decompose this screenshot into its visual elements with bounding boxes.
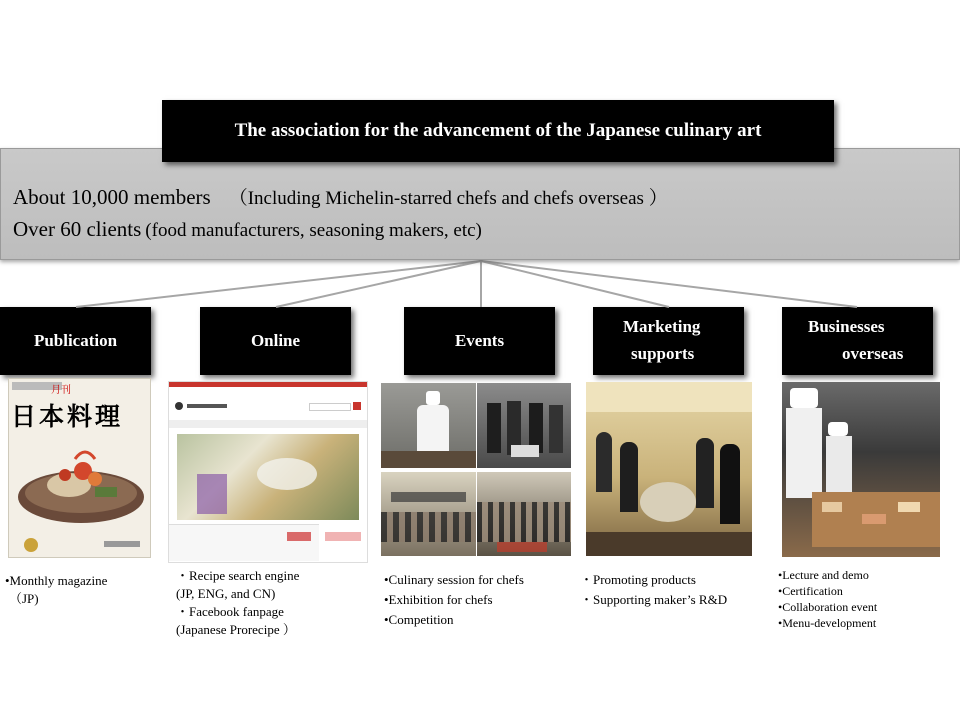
- online-bullet-1: ・Recipe search engine: [176, 568, 300, 583]
- category-businesses-label-2: overseas: [842, 344, 904, 363]
- marketing-bullet-1: ・Promoting products: [580, 572, 696, 587]
- businesses-bullet-1: •Lecture and demo: [778, 568, 869, 582]
- category-events-label: Events: [454, 331, 505, 350]
- association-title-text: The association for the advancement of the Japanese culinary art: [234, 120, 762, 141]
- members-main: About 10,000 members: [13, 185, 211, 209]
- marketing-bullet-2: ・Supporting maker’s R&D: [580, 592, 728, 607]
- online-bullet-4: (Japanese Prorecipe ）: [176, 622, 296, 637]
- magazine-title: 日本料理: [11, 402, 124, 431]
- online-bullet-3: ・Facebook fanpage: [176, 604, 284, 619]
- businesses-bullet-4: •Menu-development: [778, 616, 877, 630]
- connector-publication: [76, 261, 481, 307]
- businesses-bullet-3: •Collaboration event: [778, 600, 878, 614]
- association-title: [162, 100, 834, 162]
- clients-main: Over 60 clients: [13, 217, 142, 241]
- online-bullet-2: (JP, ENG, and CN): [176, 586, 276, 601]
- clients-detail: (food manufacturers, seasoning makers, etc): [145, 220, 482, 241]
- clients-line: [13, 217, 482, 242]
- members-detail: （Including Michelin-starred chefs and chefs overseas ）: [228, 188, 668, 209]
- events-bullet-3: •Competition: [384, 612, 454, 627]
- businesses-bullet-2: •Certification: [778, 584, 843, 598]
- stats-band: [0, 148, 960, 260]
- events-bullet-1: •Culinary session for chefs: [384, 572, 524, 587]
- category-marketing-label-1: Marketing: [623, 317, 701, 336]
- category-marketing-label-2: supports: [631, 344, 695, 363]
- connector-marketing: [481, 261, 669, 307]
- connector-businesses: [481, 261, 857, 307]
- connector-online: [276, 261, 481, 307]
- publication-bullet-2: （JP): [9, 591, 39, 606]
- publication-bullet-1: •Monthly magazine: [5, 573, 108, 588]
- events-bullet-2: •Exhibition for chefs: [384, 592, 493, 607]
- category-online-label: Online: [250, 331, 301, 350]
- members-line: [13, 183, 668, 210]
- category-publication-label: Publication: [33, 331, 118, 350]
- category-businesses-label-1: Businesses: [808, 317, 885, 336]
- magazine-monthly-mark: 月刊: [51, 385, 71, 396]
